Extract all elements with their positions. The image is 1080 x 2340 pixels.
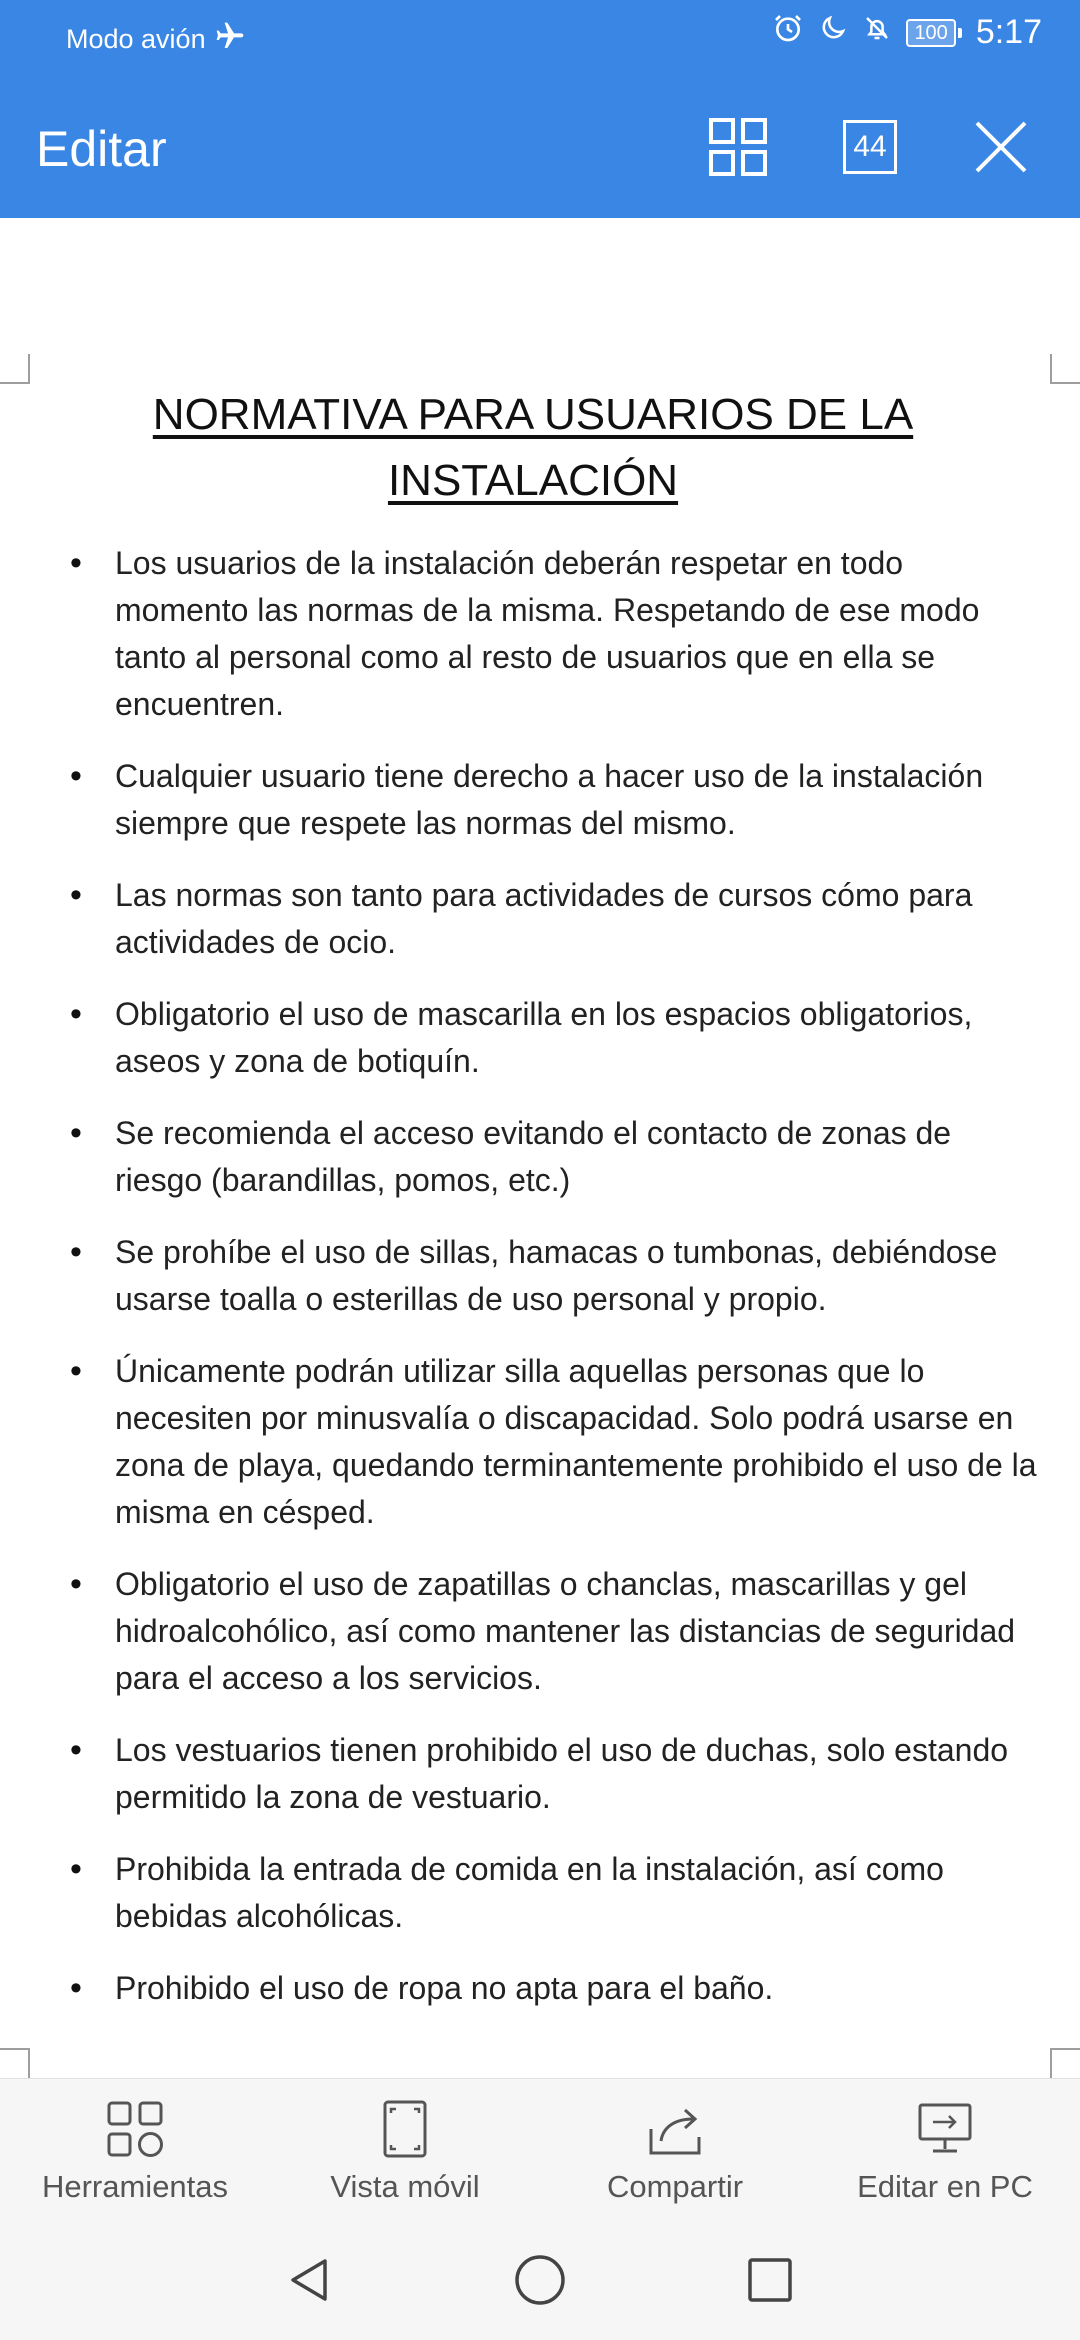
recents-icon[interactable] [740, 2250, 800, 2310]
rule-item: • Se prohíbe el uso de sillas, hamacas o tumbonas, debiéndose usarse toalla o esterillas de uso personal y propio. [70, 1229, 1040, 1323]
rule-item: • Obligatorio el uso de mascarilla en los espacios obligatorios, aseos y zona de botiquín. [70, 991, 1040, 1085]
battery-level: 100 [906, 19, 955, 47]
rule-item: • Las normas son tanto para actividades de cursos cómo para actividades de ocio. [70, 872, 1040, 966]
page-corner-mark [0, 2048, 30, 2078]
page-corner-mark [0, 354, 30, 384]
home-icon[interactable] [510, 2250, 570, 2310]
app-bar [0, 76, 1080, 218]
document-page[interactable] [0, 218, 1080, 2078]
share-icon [645, 2099, 705, 2159]
rule-item: • Prohibido el uso de ropa no apta para el baño. [70, 1965, 1040, 2012]
edit-on-pc-label: Editar en PC [857, 2169, 1033, 2204]
back-icon[interactable] [280, 2250, 340, 2310]
mobile-view-label: Vista móvil [330, 2169, 480, 2204]
share-label: Compartir [606, 2169, 744, 2204]
moon-icon [818, 13, 848, 52]
clock: 5:17 [975, 13, 1042, 51]
rule-item: • Únicamente podrán utilizar silla aquellas personas que lo necesiten por minusvalía o discapacidad. Solo podrá usarse en zona de playa, quedando terminantemente prohibido el uso de la misma en césped. [70, 1348, 1040, 1536]
desktop-icon [915, 2099, 975, 2159]
rule-item: • Los vestuarios tienen prohibido el uso de duchas, solo estando permitido la zona de vestuario. [70, 1727, 1040, 1821]
rule-item: • Obligatorio el uso de zapatillas o chanclas, mascarillas y gel hidroalcohólico, así como mantener las distancias de seguridad para el acceso a los servicios. [70, 1561, 1040, 1702]
close-icon[interactable] [968, 114, 1034, 180]
bottom-toolbar [0, 2078, 1080, 2221]
system-nav-bar [0, 2220, 1080, 2340]
battery-icon [906, 19, 961, 47]
airplane-icon [214, 20, 246, 59]
tools-label: Herramientas [41, 2169, 229, 2204]
status-bar [0, 0, 1080, 76]
status-right [772, 12, 1042, 53]
page-corner-mark [1050, 2048, 1080, 2078]
mobile-view-icon [375, 2099, 435, 2159]
document-title: NORMATIVA PARA USUARIOS DE LA INSTALACIÓN [152, 390, 914, 505]
page-title: Editar [36, 121, 167, 177]
bell-off-icon [862, 13, 892, 52]
page-count: 44 [843, 120, 897, 174]
rule-item: • Prohibida la entrada de comida en la instalación, así como bebidas alcohólicas. [70, 1846, 1040, 1940]
rules-list [70, 540, 1040, 2037]
rule-item: • Cualquier usuario tiene derecho a hacer uso de la instalación siempre que respete las normas del mismo. [70, 753, 1040, 847]
page-count-icon[interactable] [837, 114, 903, 180]
tools-button[interactable] [0, 2079, 270, 2221]
edit-on-pc-button[interactable] [810, 2079, 1080, 2221]
share-button[interactable] [540, 2079, 810, 2221]
mobile-view-button[interactable] [270, 2079, 540, 2221]
rule-item: • Se recomienda el acceso evitando el contacto de zonas de riesgo (barandillas, pomos, etc.) [70, 1110, 1040, 1204]
status-text: Modo avión [66, 24, 206, 54]
tools-icon [105, 2099, 165, 2159]
rule-item: • Los usuarios de la instalación deberán respetar en todo momento las normas de la misma. Respetando de ese modo tanto al personal como al resto de usuarios que en ella se encuentren. [70, 540, 1040, 728]
grid-icon[interactable] [705, 114, 771, 180]
page-corner-mark [1050, 354, 1080, 384]
status-left [66, 20, 246, 59]
alarm-icon [772, 12, 804, 53]
top-bar [0, 0, 1080, 218]
